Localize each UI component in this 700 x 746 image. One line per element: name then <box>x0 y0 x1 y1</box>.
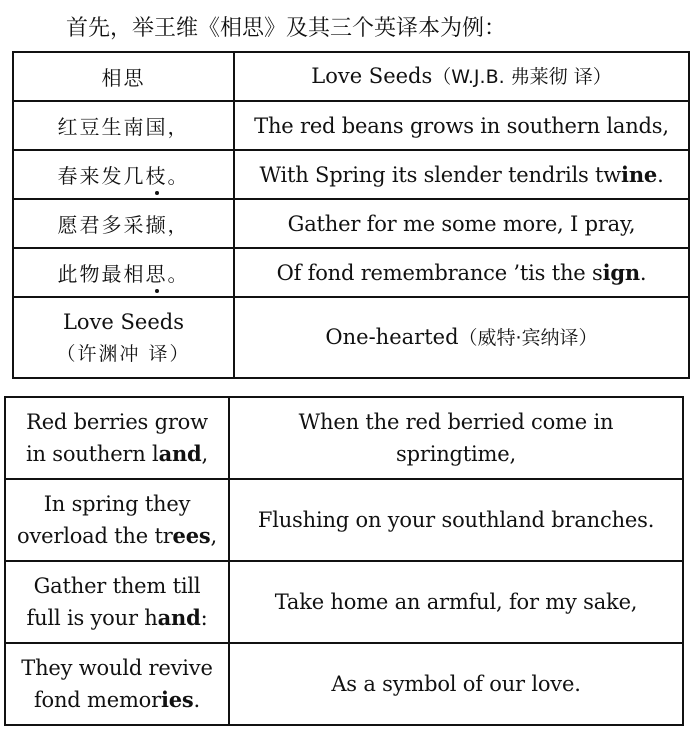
left-line-first: They would revive <box>21 656 213 680</box>
left-line-cell <box>5 561 229 643</box>
right-translation-cell <box>234 297 689 378</box>
english-line: With Spring its slender tendrils tw <box>259 163 622 187</box>
chinese-line-cell <box>13 199 234 248</box>
table-row <box>5 397 683 479</box>
table-row-footer <box>13 297 689 378</box>
chinese-line: 此物最相 <box>57 262 146 286</box>
right-line-cell <box>229 643 683 725</box>
chinese-line-end: 。 <box>167 262 190 286</box>
chinese-line-cell <box>13 101 234 150</box>
table-row-header <box>13 52 689 101</box>
left-line-end: , <box>210 524 217 548</box>
left-translation-cell <box>13 297 234 378</box>
left-line-second: overload the tr <box>17 524 173 548</box>
left-line-end: : <box>200 606 208 630</box>
english-line-cell <box>234 101 689 150</box>
translation-credit: （W.J.B. 弗莱彻 译） <box>432 66 612 88</box>
left-line-second: fond memor <box>33 688 161 712</box>
table-row <box>5 479 683 561</box>
left-line-end: , <box>201 442 209 466</box>
table-row <box>13 199 689 248</box>
table-row <box>13 101 689 150</box>
poem-title-cell <box>13 52 234 101</box>
table-row <box>5 643 683 725</box>
chinese-line-cell <box>13 150 234 199</box>
english-rhyme: ine <box>621 162 658 187</box>
chinese-line-end: 。 <box>167 164 190 188</box>
english-line: Gather for me some more, I pray, <box>287 211 636 236</box>
translation-table-2 <box>4 396 684 726</box>
left-line-second: full is your h <box>26 606 158 630</box>
right-line: Flushing on your southland branches. <box>257 508 655 532</box>
translation-title: Love Seeds <box>311 64 433 88</box>
left-line-second: in southern l <box>25 442 159 466</box>
english-line-cell <box>234 150 689 199</box>
right-line: Take home an armful, for my sake, <box>274 590 638 614</box>
left-line-rhyme: ees <box>172 523 211 548</box>
left-line-first: Gather them till <box>33 574 201 598</box>
english-line: The red beans grows in southern lands, <box>254 113 669 138</box>
chinese-dotted-char: 思 <box>145 262 168 286</box>
right-line: When the red berried come in springtime, <box>298 410 614 466</box>
chinese-line: 春来发几 <box>57 164 146 188</box>
poem-title: 相思 <box>101 66 146 90</box>
right-line-cell <box>229 397 683 479</box>
table-row <box>13 248 689 297</box>
translation-title-cell <box>234 52 689 101</box>
left-line-end: . <box>193 688 201 712</box>
left-translation-credit: （许渊冲 译） <box>56 342 191 365</box>
translation-table-1 <box>12 51 690 379</box>
right-line-cell <box>229 561 683 643</box>
left-line-cell <box>5 397 229 479</box>
left-line-rhyme: and <box>157 605 201 630</box>
english-line-cell <box>234 199 689 248</box>
left-line-first: In spring they <box>43 492 191 516</box>
english-line-end: . <box>639 261 647 285</box>
right-translation-title: One-hearted <box>325 325 459 349</box>
left-line-first: Red berries grow <box>26 410 208 434</box>
intro-text: 首先，举王维《相思》及其三个英译本为例： <box>66 16 507 41</box>
table-row <box>5 561 683 643</box>
english-line-cell <box>234 248 689 297</box>
left-line-rhyme: ies <box>160 687 194 712</box>
left-translation-title: Love Seeds <box>62 309 185 334</box>
left-line-cell <box>5 479 229 561</box>
english-line-end: . <box>657 163 664 187</box>
chinese-dotted-char: 枝 <box>145 164 168 188</box>
english-rhyme: ign <box>602 260 640 285</box>
left-line-cell <box>5 643 229 725</box>
right-line-cell <box>229 479 683 561</box>
chinese-line: 红豆生南国， <box>57 115 190 139</box>
table-row <box>13 150 689 199</box>
left-line-rhyme: and <box>158 441 202 466</box>
right-line: As a symbol of our love. <box>331 672 581 696</box>
chinese-line-cell <box>13 248 234 297</box>
right-translation-credit: （威特·宾纳译） <box>458 327 598 349</box>
chinese-line: 愿君多采撷， <box>57 213 190 237</box>
english-line: Of fond remembrance ’tis the s <box>276 261 603 285</box>
